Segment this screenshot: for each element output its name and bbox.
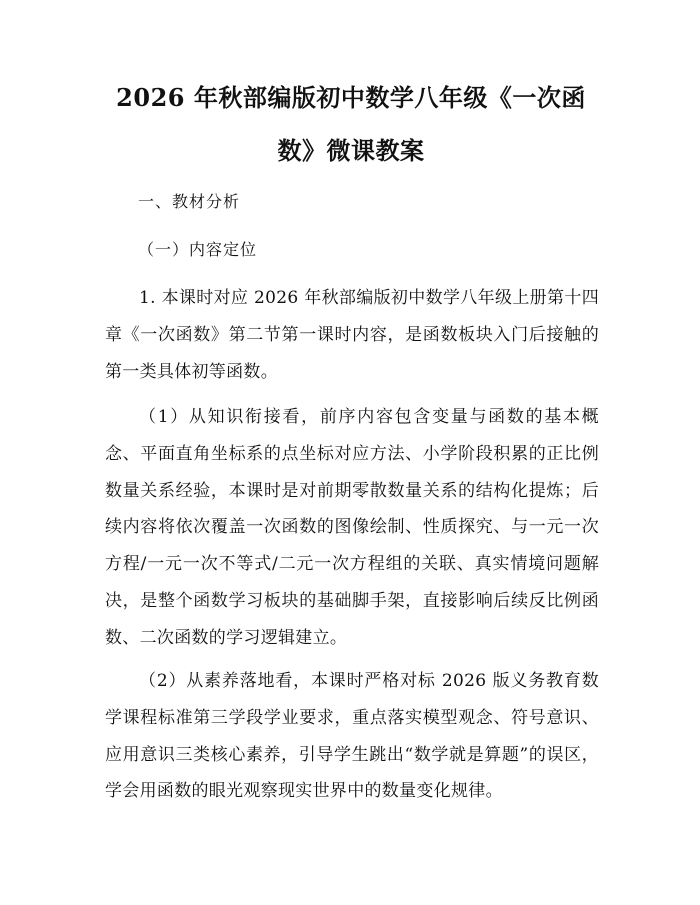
document-title-line-1: 2026 年秋部编版初中数学八年级《一次函: [116, 83, 586, 112]
paragraph-2: （1）从知识衔接看，前序内容包含变量与函数的基本概念、平面直角坐标系的点坐标对应方法、小学阶段积累的正比例数量关系经验，本课时是对前期零散数量关系的结构化提炼；后续内容将依次覆盖一次函数的图像绘制、性质探究、与一元一次方程/一元一次不等式/二元一次方程组的关联、真实情境问题解决，是整个函数学习板块的基础脚手架，直接影响后续反比例函数、二次函数的学习逻辑建立。: [105, 407, 599, 648]
document-title-line-2: 数》微课教案: [277, 136, 425, 165]
section-heading: 一、教材分析: [138, 192, 241, 211]
subsection-heading: （一）内容定位: [138, 240, 258, 259]
paragraph-1: 1. 本课时对应 2026 年秋部编版初中数学八年级上册第十四章《一次函数》第二节第一课时内容，是函数板块入门后接触的第一类具体初等函数。: [105, 288, 599, 382]
paragraph-3: （2）从素养落地看，本课时严格对标 2026 版义务教育数学课程标准第三学段学业要求，重点落实模型观念、符号意识、应用意识三类核心素养，引导学生跳出“数学就是算题”的误区，学会用函数的眼光观察现实世界中的数量变化规律。: [105, 671, 599, 802]
